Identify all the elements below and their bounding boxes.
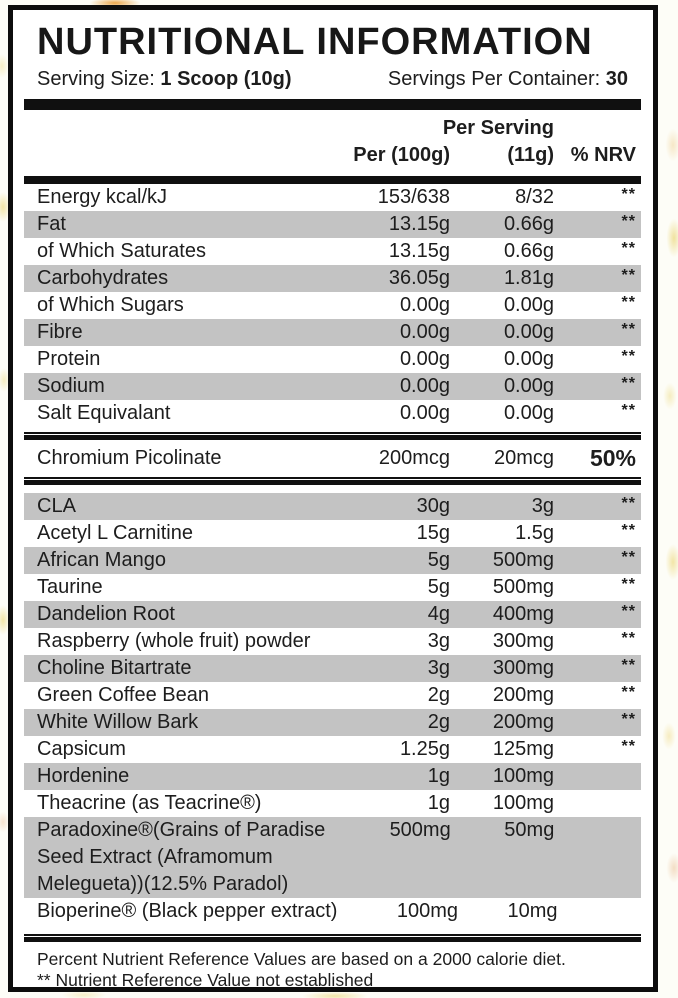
serving-size-value: 1 Scoop (10g) bbox=[160, 67, 292, 90]
per-100g-value: 0.00g bbox=[399, 321, 450, 344]
per-serving-value: 400mg bbox=[492, 603, 554, 626]
nutrient-name bbox=[24, 817, 325, 898]
nutrient-name: Energy kcal/kJ bbox=[37, 186, 168, 209]
nutrition-label-panel bbox=[8, 5, 658, 992]
macros-section bbox=[24, 184, 641, 427]
per-100g-value: 30g bbox=[416, 495, 450, 518]
nrv-value: ** bbox=[621, 239, 636, 257]
row-carbohydrates bbox=[24, 265, 641, 292]
nrv-value bbox=[554, 817, 641, 820]
footnote-not-established: ** Nutrient Reference Value not established bbox=[37, 969, 374, 990]
per-serving-value: 8/32 bbox=[515, 186, 554, 209]
nrv-value: ** bbox=[621, 401, 636, 419]
divider-bar-chromium-top bbox=[24, 432, 641, 440]
nutrient-name: Theacrine (as Teacrine®) bbox=[37, 792, 262, 815]
per-serving-value: 500mg bbox=[492, 549, 554, 572]
row-chromium-picolinate bbox=[24, 445, 641, 472]
row-saturates bbox=[24, 238, 641, 265]
nrv-value: ** bbox=[621, 629, 636, 647]
nrv-value: 50% bbox=[589, 444, 636, 471]
row-green-coffee-bean bbox=[24, 682, 641, 709]
column-header-nrv: % NRV bbox=[570, 143, 636, 166]
nrv-value bbox=[554, 763, 641, 766]
per-serving-value: 500mg bbox=[492, 576, 554, 599]
row-sugars bbox=[24, 292, 641, 319]
nrv-value: ** bbox=[621, 602, 636, 620]
nutrient-name: Sodium bbox=[37, 375, 105, 398]
per-100g-value: 1g bbox=[427, 765, 450, 788]
nrv-value: ** bbox=[621, 266, 636, 284]
per-serving-value: 1.81g bbox=[503, 267, 554, 290]
page-title: NUTRITIONAL INFORMATION bbox=[37, 21, 593, 63]
per-serving-value: 300mg bbox=[492, 630, 554, 653]
per-serving-value: 100mg bbox=[492, 792, 554, 815]
row-cla bbox=[24, 493, 641, 520]
row-raspberry-powder bbox=[24, 628, 641, 655]
per-serving-value: 0.00g bbox=[503, 294, 554, 317]
per-100g-value: 3g bbox=[427, 630, 450, 653]
per-100g-value: 1.25g bbox=[399, 738, 450, 761]
servings-per-container-label: Servings Per Container: bbox=[387, 67, 606, 90]
row-fibre bbox=[24, 319, 641, 346]
row-african-mango bbox=[24, 547, 641, 574]
row-protein bbox=[24, 346, 641, 373]
nrv-value: ** bbox=[621, 494, 636, 512]
per-serving-value: 125mg bbox=[492, 738, 554, 761]
nutrient-name: Dandelion Root bbox=[37, 603, 175, 626]
per-100g-value: 3g bbox=[427, 657, 450, 680]
per-100g-value: 153/638 bbox=[377, 186, 450, 209]
nutrient-name-line3: Melegueta))(12.5% Paradol) bbox=[37, 872, 289, 895]
nrv-value: ** bbox=[621, 548, 636, 566]
nutrient-name: Salt Equivalant bbox=[37, 402, 171, 425]
row-theacrine bbox=[24, 790, 641, 817]
servings-per-container-value: 30 bbox=[605, 67, 628, 90]
nutrient-name: of Which Sugars bbox=[37, 294, 184, 317]
per-serving-value: 200mg bbox=[492, 684, 554, 707]
nutrient-name: Protein bbox=[37, 348, 101, 371]
per-serving-value: 0.66g bbox=[503, 213, 554, 236]
ingredients-section bbox=[24, 493, 641, 925]
per-serving-value: 0.00g bbox=[503, 402, 554, 425]
per-serving-value: 0.00g bbox=[503, 375, 554, 398]
nutrient-name-line1: Paradoxine®(Grains of Paradise bbox=[37, 818, 326, 841]
serving-size-label: Serving Size: bbox=[37, 67, 161, 90]
nutrient-name: Chromium Picolinate bbox=[37, 447, 222, 470]
row-sodium bbox=[24, 373, 641, 400]
nutrient-name: Choline Bitartrate bbox=[37, 657, 192, 680]
row-acetyl-l-carnitine bbox=[24, 520, 641, 547]
per-100g-value: 1g bbox=[427, 792, 450, 815]
nrv-value: ** bbox=[621, 710, 636, 728]
nrv-value: ** bbox=[621, 521, 636, 539]
row-choline-bitartrate bbox=[24, 655, 641, 682]
servings-per-container bbox=[388, 67, 628, 91]
serving-info-line bbox=[37, 67, 628, 91]
row-salt bbox=[24, 400, 641, 427]
column-header-per-serving-top: Per Serving bbox=[442, 116, 554, 139]
per-100g-value: 13.15g bbox=[388, 213, 450, 236]
nrv-value bbox=[554, 790, 641, 793]
per-serving-value: 0.00g bbox=[503, 321, 554, 344]
column-header-row bbox=[24, 140, 641, 170]
per-serving-value: 10mg bbox=[507, 900, 558, 923]
per-100g-value: 0.00g bbox=[399, 294, 450, 317]
nutrient-name: Carbohydrates bbox=[37, 267, 169, 290]
nutrient-name: African Mango bbox=[37, 549, 166, 572]
nrv-value: ** bbox=[621, 320, 636, 338]
nutrient-name-line2: Seed Extract (Aframomum bbox=[37, 845, 273, 868]
per-serving-value: 300mg bbox=[492, 657, 554, 680]
per-100g-value: 500mg bbox=[389, 818, 451, 841]
nrv-value: ** bbox=[621, 737, 636, 755]
per-serving-value: 3g bbox=[531, 495, 554, 518]
nrv-value: ** bbox=[621, 575, 636, 593]
divider-bar-top bbox=[24, 99, 641, 110]
nutrient-name: of Which Saturates bbox=[37, 240, 206, 263]
per-100g-value: 200mcg bbox=[378, 447, 450, 470]
per-100g-value: 2g bbox=[427, 684, 450, 707]
nutrient-name: CLA bbox=[37, 495, 76, 518]
footnotes bbox=[37, 949, 641, 990]
nutrient-name: Fibre bbox=[37, 321, 83, 344]
column-header-per-100g: Per (100g) bbox=[353, 143, 450, 166]
row-bioperine bbox=[24, 898, 641, 925]
nrv-value: ** bbox=[621, 374, 636, 392]
per-100g-value: 4g bbox=[427, 603, 450, 626]
per-serving-value: 0.66g bbox=[503, 240, 554, 263]
nutrient-name: Hordenine bbox=[37, 765, 130, 788]
nutrient-name: Taurine bbox=[37, 576, 103, 599]
row-white-willow-bark bbox=[24, 709, 641, 736]
column-header-per-serving-bottom: (11g) bbox=[507, 143, 554, 166]
divider-bar-footer bbox=[24, 934, 641, 942]
per-100g-value: 0.00g bbox=[399, 375, 450, 398]
row-hordenine bbox=[24, 763, 641, 790]
per-serving-value: 100mg bbox=[492, 765, 554, 788]
spacer bbox=[24, 485, 641, 489]
per-100g-value: 0.00g bbox=[399, 402, 450, 425]
per-serving-value: 0.00g bbox=[503, 348, 554, 371]
row-dandelion-root bbox=[24, 601, 641, 628]
nrv-value: ** bbox=[621, 347, 636, 365]
nutrient-name: Acetyl L Carnitine bbox=[37, 522, 193, 545]
nrv-value: ** bbox=[621, 683, 636, 701]
nutrient-name: White Willow Bark bbox=[37, 711, 199, 734]
per-serving-value: 200mg bbox=[492, 711, 554, 734]
nutrient-name: Bioperine® (Black pepper extract) bbox=[37, 900, 338, 923]
row-paradoxine bbox=[24, 817, 641, 898]
divider-bar-header bbox=[24, 176, 641, 184]
row-energy bbox=[24, 184, 641, 211]
per-100g-value: 13.15g bbox=[388, 240, 450, 263]
row-taurine bbox=[24, 574, 641, 601]
nrv-value: ** bbox=[621, 293, 636, 311]
per-100g-value: 15g bbox=[416, 522, 450, 545]
serving-size bbox=[37, 67, 292, 91]
footnote-nrv-basis: Percent Nutrient Reference Values are based on a 2000 calorie diet. bbox=[37, 948, 566, 969]
per-100g-value: 2g bbox=[427, 711, 450, 734]
nutrient-name: Fat bbox=[37, 213, 66, 236]
nrv-value: ** bbox=[621, 185, 636, 203]
per-100g-value: 5g bbox=[427, 549, 450, 572]
nutrient-name: Capsicum bbox=[37, 738, 126, 761]
per-100g-value: 100mg bbox=[396, 900, 459, 923]
per-serving-value: 50mg bbox=[504, 818, 555, 841]
divider-bar-chromium-bottom bbox=[24, 477, 641, 485]
row-capsicum bbox=[24, 736, 641, 763]
per-100g-value: 0.00g bbox=[399, 348, 450, 371]
nutrient-name: Raspberry (whole fruit) powder bbox=[37, 630, 311, 653]
nutrient-name: Green Coffee Bean bbox=[37, 684, 209, 707]
per-100g-value: 36.05g bbox=[388, 267, 450, 290]
per-100g-value: 5g bbox=[427, 576, 450, 599]
per-serving-value: 20mcg bbox=[493, 447, 554, 470]
per-serving-value: 1.5g bbox=[515, 522, 554, 545]
nrv-value: ** bbox=[621, 656, 636, 674]
row-fat bbox=[24, 211, 641, 238]
nrv-value: ** bbox=[621, 212, 636, 230]
nrv-value bbox=[558, 898, 641, 901]
